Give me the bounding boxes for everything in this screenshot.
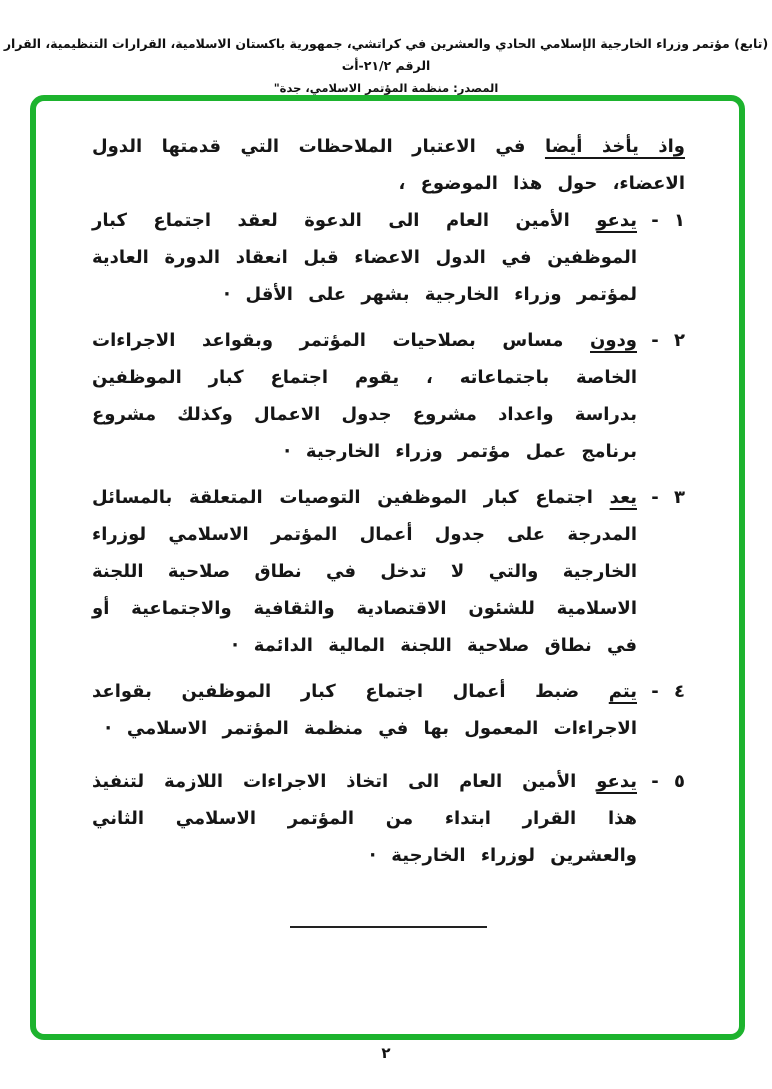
green-border-frame [30,95,745,1040]
clause-text [92,202,637,313]
clause-item-1 [92,202,685,313]
separator-line [290,926,487,928]
clause-item-2 [92,322,685,470]
clause-number: ٥ - [651,771,685,792]
clause-lead-underlined: يدعو [596,771,637,792]
clause-text [92,763,637,874]
clause-text [92,479,637,664]
clause-item-5 [92,763,685,874]
header-title-line: (تابع) مؤتمر وزراء الخارجية الإسلامي الحادي والعشرين في كراتشي، جمهورية باكستان الاسلامية، القرارات التنظيمية، القرار الرقم ٢١/٢-أت [3,36,769,73]
clause-lead-underlined: يعد [609,487,637,508]
clause-item-4 [92,673,685,747]
preamble-text: في الاعتبار الملاحظات التي قدمتها الدول الاعضاء، حول هذا الموضوع ، [92,136,685,194]
preamble-paragraph [92,128,685,202]
clause-number: ١ - [651,210,685,231]
clause-number: ٤ - [651,681,685,702]
clause-number: ٢ - [651,330,685,351]
preamble-lead-underlined: واذ يأخذ أيضا [544,136,685,157]
clause-lead-underlined: ودون [590,330,637,351]
clause-body: ضبط أعمال اجتماع كبار الموظفين بقواعد الاجراءات المعمول بها في منظمة المؤتمر الاسلامي · [92,681,637,739]
clause-body: الأمين العام الى اتخاذ الاجراءات اللازمة لتنفيذ هذا القرار ابتداء من المؤتمر الاسلامي الثاني والعشرين لوزراء الخارجية · [92,771,637,866]
resolution-body [92,128,685,928]
clause-body: اجتماع كبار الموظفين التوصيات المتعلقة بالمسائل المدرجة على جدول أعمال المؤتمر الاسلامي لوزراء الخارجية والتي لا تدخل في نطاق صلاحية اللجنة الاسلامية للشئون الاقتصادية والثقافية والاجتماعية أو في نطاق صلاحية اللجنة المالية الدائمة · [92,487,637,656]
page-number: ٢ [381,1044,391,1062]
clause-body: الأمين العام الى الدعوة لعقد اجتماع كبار الموظفين في الدول الاعضاء قبل انعقاد الدورة العادية لمؤتمر وزراء الخارجية بشهر على الأقل · [92,210,637,305]
clause-lead-underlined: يدعو [596,210,637,231]
header-source-line: المصدر: منظمة المؤتمر الاسلامي، جدة" [273,81,499,95]
clause-body: مساس بصلاحيات المؤتمر وبقواعد الاجراءات الخاصة باجتماعاته ، يقوم اجتماع كبار الموظفين بدراسة واعداد مشروع جدول الاعمال وكذلك مشروع برنامج عمل مؤتمر وزراء الخارجية · [92,330,637,462]
clause-text [92,673,637,747]
document-header [0,33,772,99]
clause-lead-underlined: يتم [608,681,637,702]
clause-item-3 [92,479,685,664]
clause-text [92,322,637,470]
clause-number: ٣ - [651,487,685,508]
